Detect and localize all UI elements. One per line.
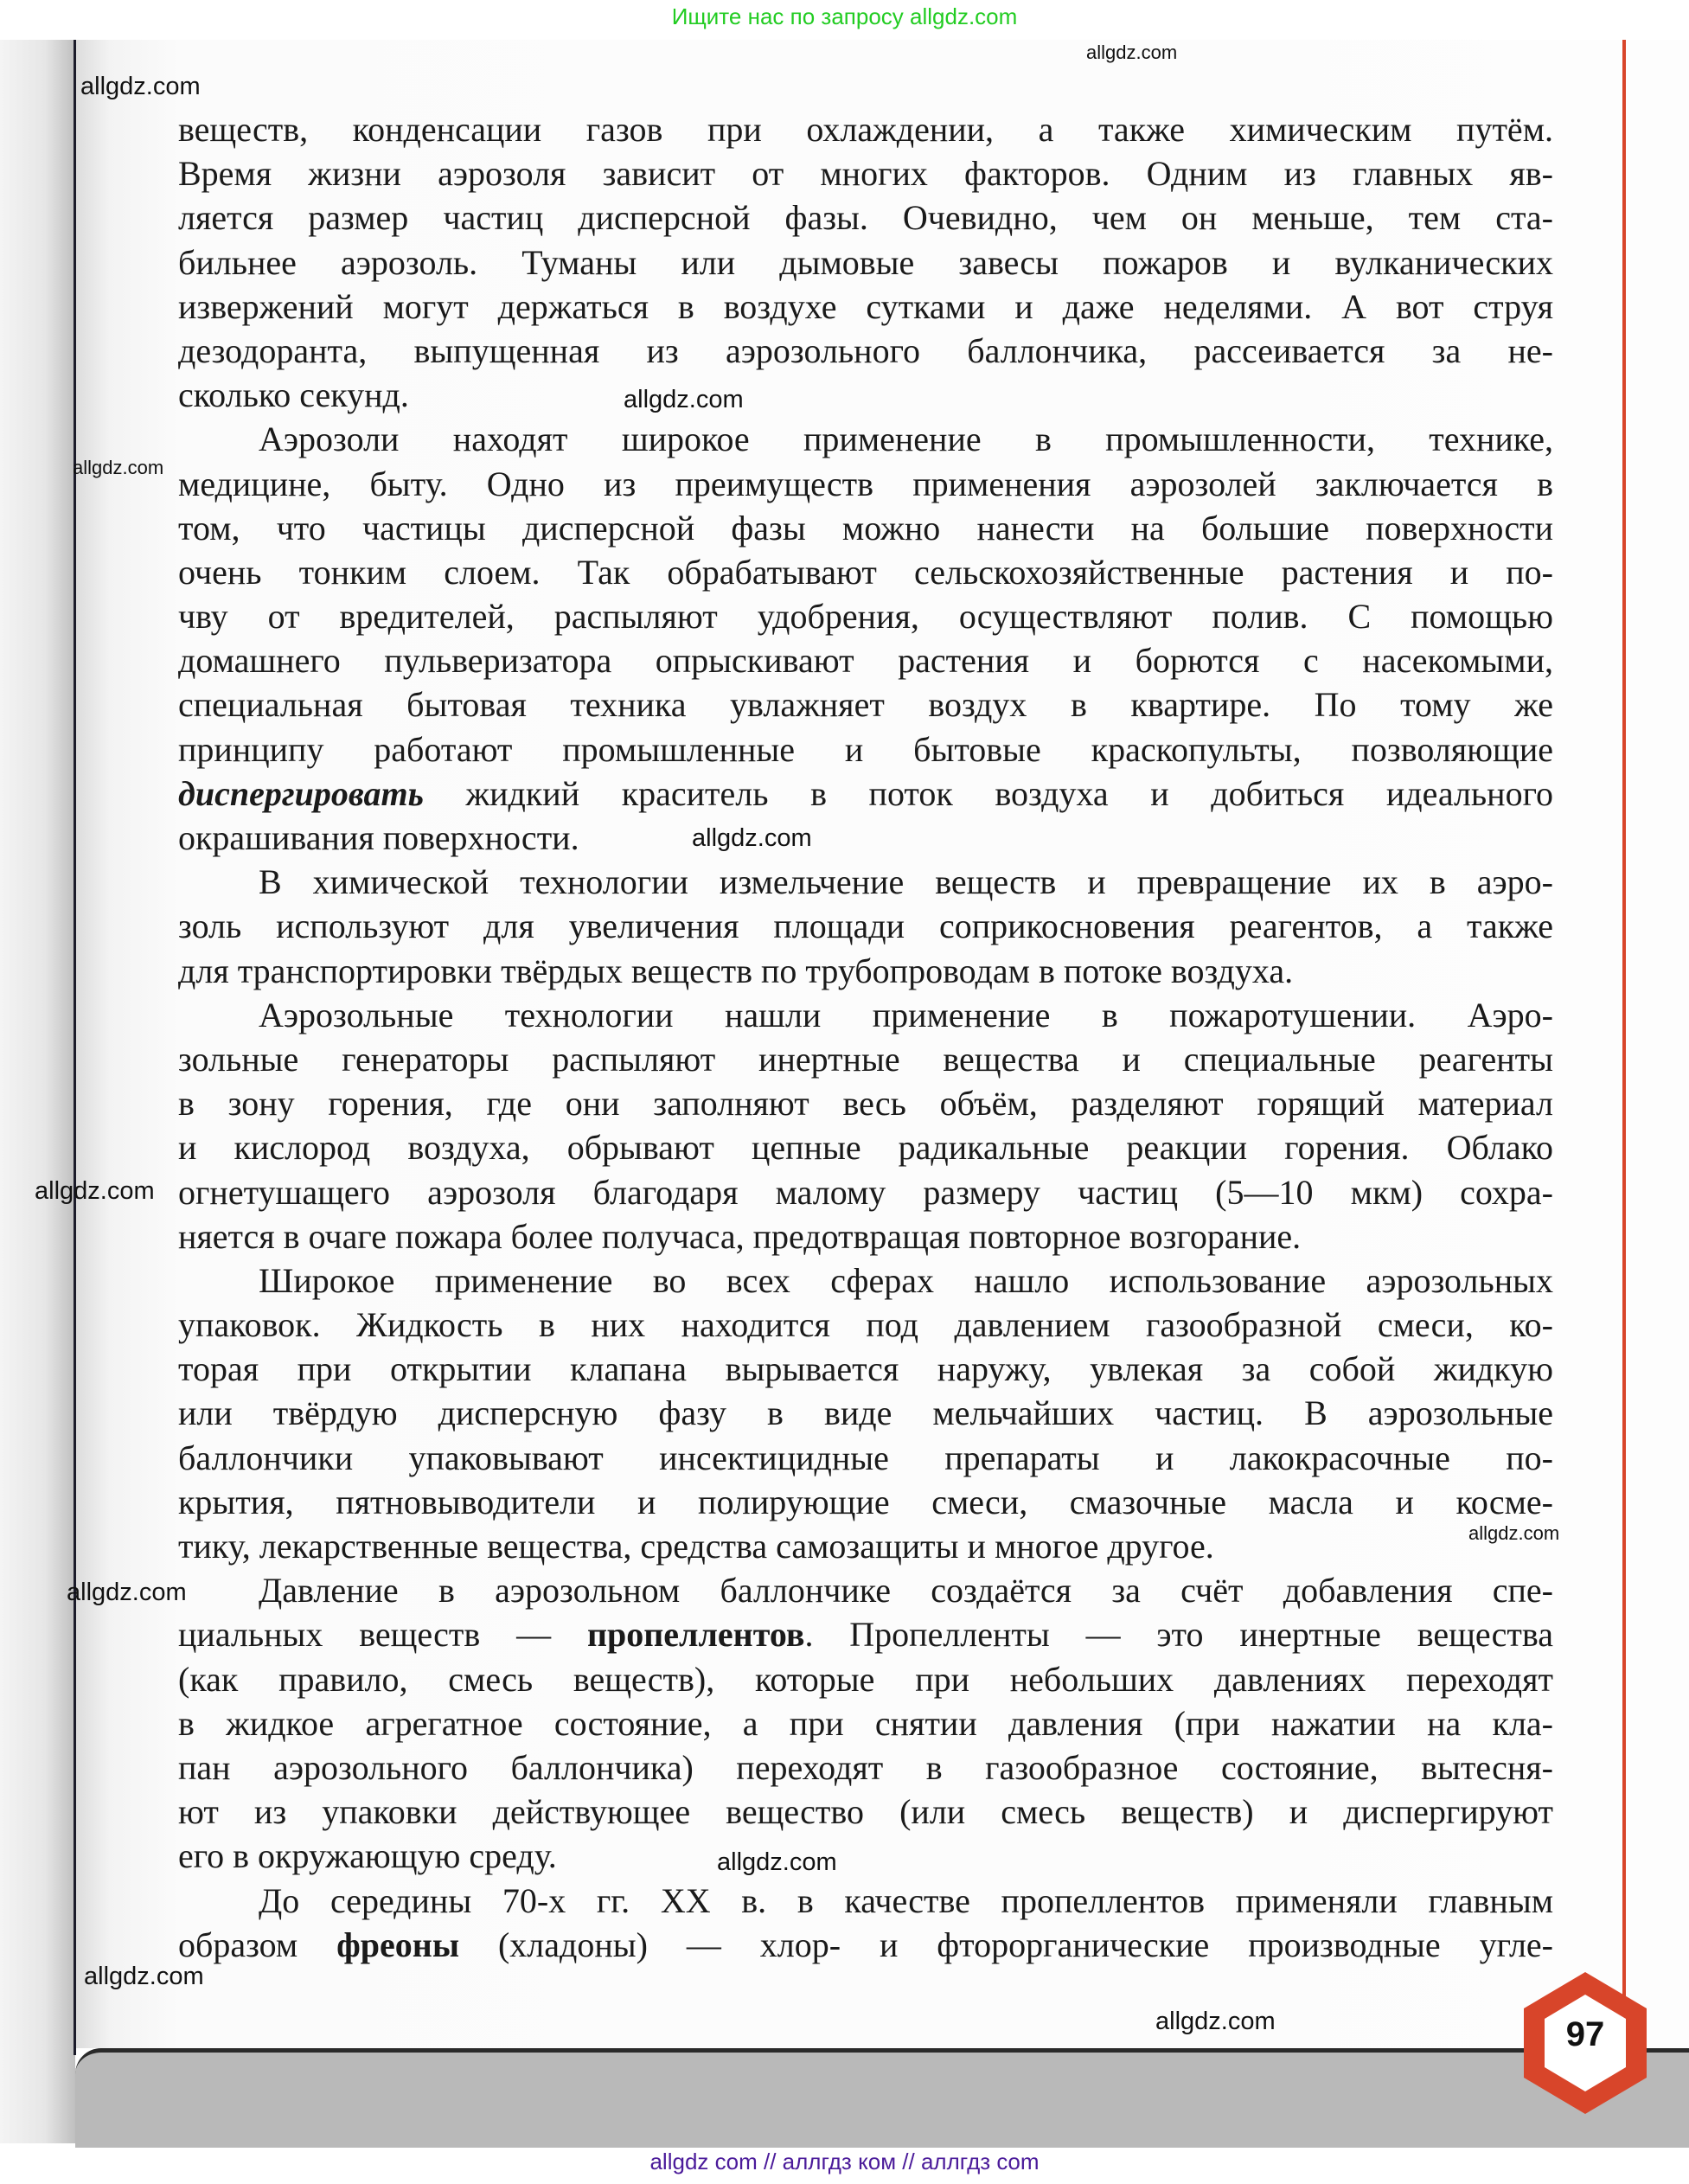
bold-term: пропеллентов <box>586 1615 805 1655</box>
text-segment: дезодоранта, выпущенная из аэрозольного баллончика, рассеивается за не- <box>178 330 1553 370</box>
text-segment: бильнее аэрозоль. Туманы или дымовые завесы пожаров и вулканических <box>178 242 1553 282</box>
text-segment: извержений могут держаться в воздухе сутками и даже неделями. А вот струя <box>178 286 1553 326</box>
text-line <box>178 1701 1553 1745</box>
text-segment: медицине, быту. Одно из преимуществ применения аэрозолей заключается в <box>178 464 1553 503</box>
text-segment: пан аэрозольного баллончика) переходят в газообразное состояние, вытесня- <box>178 1747 1553 1787</box>
text-segment: сколько секунд. <box>178 375 409 415</box>
text-segment: его в окружающую среду. <box>178 1836 557 1876</box>
text-line <box>178 772 1553 816</box>
text-line <box>178 1303 1553 1347</box>
text-line <box>178 417 1553 461</box>
text-line <box>178 462 1553 506</box>
text-line <box>178 1657 1553 1701</box>
text-segment: Аэрозольные технологии нашли применение в пожаротушении. Аэро- <box>259 995 1553 1034</box>
text-line <box>178 860 1553 904</box>
text-segment: (хладоны) — хлор- и фторорганические производные угле- <box>459 1925 1553 1964</box>
text-segment: окрашивания поверхности. <box>178 818 579 857</box>
text-segment: торая при открытии клапана вырывается наружу, увлекая за собой жидкую <box>178 1349 1553 1389</box>
text-line <box>178 1790 1553 1834</box>
text-line <box>178 1879 1553 1923</box>
text-segment: До середины 70-х гг. XX в. в качестве пропеллентов применяли главным <box>259 1880 1553 1920</box>
text-line <box>178 1081 1553 1125</box>
text-line <box>178 1170 1553 1214</box>
text-segment: том, что частицы дисперсной фазы можно нанести на большие поверхности <box>178 508 1553 548</box>
text-segment: ляется размер частиц дисперсной фазы. Очевидно, чем он меньше, тем ста- <box>178 198 1553 238</box>
watermark: allgdz.com <box>692 824 812 852</box>
text-segment: упаковок. Жидкость в них находится под давлением газообразной смеси, ко- <box>178 1305 1553 1345</box>
text-segment: домашнего пульверизатора опрыскивают растения и борются с насекомыми, <box>178 641 1553 681</box>
watermark: allgdz.com <box>80 73 201 100</box>
text-line <box>178 107 1553 151</box>
text-segment: или твёрдую дисперсную фазу в виде мельчайших частиц. В аэрозольные <box>178 1393 1553 1433</box>
text-segment: очень тонким слоем. Так обрабатывают сельскохозяйственные растения и по- <box>178 552 1553 592</box>
watermark: allgdz.com <box>84 1963 204 1990</box>
text-segment: циальных веществ — <box>178 1615 587 1655</box>
italic-term: диспергировать <box>178 773 424 813</box>
text-line <box>178 727 1553 772</box>
text-line <box>178 1524 1553 1568</box>
text-line <box>178 373 1553 417</box>
text-segment: образом <box>178 1925 337 1964</box>
text-segment: В химической технологии измельчение веществ и превращение их в аэро- <box>259 862 1553 902</box>
text-line <box>178 638 1553 682</box>
text-segment: тику, лекарственные вещества, средства самозащиты и многое другое. <box>178 1527 1214 1566</box>
watermark: allgdz.com <box>1086 42 1178 63</box>
text-segment: специальная бытовая техника увлажняет воздух в квартире. По тому же <box>178 685 1553 725</box>
text-segment: жидкий краситель в поток воздуха и добиться идеального <box>423 773 1553 813</box>
text-line <box>178 329 1553 373</box>
text-segment: Широкое применение во всех сферах нашло использование аэрозольных <box>259 1260 1553 1300</box>
text-segment: чву от вредителей, распыляют удобрения, осуществляют полив. С помощью <box>178 597 1553 637</box>
text-line <box>178 1923 1553 1967</box>
watermark: allgdz.com <box>35 1177 155 1205</box>
spine-edge <box>74 40 76 2055</box>
page-bottom-band <box>75 2048 1689 2148</box>
text-segment: веществ, конденсации газов при охлаждении, а также химическим путём. <box>178 110 1553 149</box>
text-line <box>178 1347 1553 1391</box>
text-line <box>178 1259 1553 1303</box>
text-segment: . Пропелленты — это инертные вещества <box>804 1615 1553 1655</box>
text-line <box>178 682 1553 727</box>
body-text <box>178 107 1553 1967</box>
text-segment: (как правило, смесь веществ), которые при небольших давлениях переходят <box>178 1659 1553 1699</box>
watermark: allgdz.com <box>717 1848 837 1876</box>
watermark: allgdz.com <box>73 457 164 478</box>
text-line <box>178 240 1553 285</box>
text-segment: крытия, пятновыводители и полирующие смеси, смазочные масла и косме- <box>178 1482 1553 1521</box>
text-line <box>178 1612 1553 1656</box>
text-line <box>178 1480 1553 1524</box>
book-spine <box>0 40 75 2143</box>
watermark: allgdz.com <box>624 386 744 413</box>
text-segment: зольные генераторы распыляют инертные вещества и специальные реагенты <box>178 1039 1553 1079</box>
text-line <box>178 1834 1553 1878</box>
text-segment: принципу работают промышленные и бытовые краскопульты, позволяющие <box>178 729 1553 769</box>
text-segment: баллончики упаковывают инсектицидные препараты и лакокрасочные по- <box>178 1438 1553 1477</box>
text-segment: и кислород воздуха, обрывают цепные радикальные реакции горения. Облако <box>178 1128 1553 1168</box>
text-segment: ют из упаковки действующее вещество (или смесь веществ) и диспергируют <box>178 1792 1553 1832</box>
text-line <box>178 285 1553 329</box>
text-segment: в зону горения, где они заполняют весь объём, разделяют горящий материал <box>178 1084 1553 1124</box>
text-line <box>178 816 1553 860</box>
top-banner: Ищите нас по запросу allgdz.com <box>671 3 1018 29</box>
text-segment: няется в очаге пожара более получаса, предотвращая повторное возгорание. <box>178 1216 1302 1256</box>
text-line <box>178 904 1553 948</box>
watermark: allgdz.com <box>1155 2008 1276 2035</box>
text-line <box>178 1125 1553 1169</box>
text-line <box>178 195 1553 240</box>
text-line <box>178 1214 1553 1259</box>
text-line <box>178 550 1553 594</box>
text-line <box>178 151 1553 195</box>
text-line <box>178 594 1553 638</box>
text-segment: для транспортировки твёрдых веществ по трубопроводам в потоке воздуха. <box>178 951 1294 990</box>
text-segment: огнетушащего аэрозоля благодаря малому размеру частиц (5—10 мкм) сохра- <box>178 1172 1553 1212</box>
text-line <box>178 993 1553 1037</box>
page-number: 97 <box>1565 2015 1605 2053</box>
text-line <box>178 1436 1553 1480</box>
bottom-banner: allgdz com // аллгдз ком // аллгдз com <box>649 2149 1040 2174</box>
text-line <box>178 1745 1553 1790</box>
text-line <box>178 506 1553 550</box>
text-segment: в жидкое агрегатное состояние, а при снятии давления (при нажатии на кла- <box>178 1703 1553 1743</box>
text-segment: золь используют для увеличения площади соприкосновения реагентов, а также <box>178 906 1553 946</box>
watermark: allgdz.com <box>67 1579 187 1606</box>
bold-term: фреоны <box>336 1925 460 1964</box>
text-segment: Аэрозоли находят широкое применение в промышленности, технике, <box>259 420 1553 459</box>
watermark: allgdz.com <box>1468 1522 1560 1544</box>
text-line <box>178 1037 1553 1081</box>
text-line <box>178 1568 1553 1612</box>
text-line <box>178 949 1553 993</box>
text-line <box>178 1391 1553 1435</box>
text-segment: Время жизни аэрозоля зависит от многих факторов. Одним из главных яв- <box>178 154 1553 194</box>
red-margin-rule <box>1622 40 1626 2012</box>
text-segment: Давление в аэрозольном баллончике создаётся за счёт добавления спе- <box>259 1571 1553 1611</box>
